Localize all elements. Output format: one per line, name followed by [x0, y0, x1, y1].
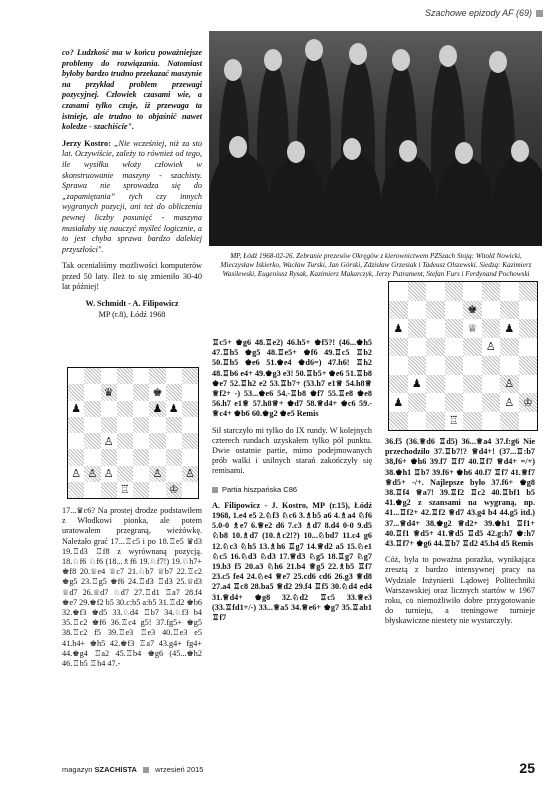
diagram2-square — [426, 412, 445, 431]
diagram2-square — [445, 338, 464, 357]
diagram1-square — [182, 482, 198, 498]
diagram2-square — [408, 338, 427, 357]
diagram1-square — [149, 368, 165, 384]
diagram1-square — [117, 449, 133, 465]
diagram1-square — [133, 433, 149, 449]
diagram1-square: ♖ — [119, 483, 130, 497]
diagram1-square — [68, 449, 84, 465]
rounds-note: Sił starczyło mi tylko do IX rundy. W kolejnych czterech rundach uzyskałem tylko pół punktu. Dwie ostatnie partie, mimo podejmowanych prób walki i usilnych starań zakończyły się remisami. — [212, 425, 372, 476]
diagram2-square — [500, 338, 519, 357]
diagram1-square — [101, 482, 117, 498]
header-square-icon — [536, 10, 543, 17]
diagram2-square — [426, 282, 445, 301]
diagram1-square: ♙ — [103, 434, 114, 448]
kostro-paragraph — [62, 139, 202, 256]
diagram2-square — [482, 319, 501, 338]
diagram1-square — [133, 449, 149, 465]
left-column-game1 — [62, 506, 202, 669]
diagram1-square — [133, 417, 149, 433]
diagram2-square — [389, 412, 408, 431]
diagram2-square — [389, 282, 408, 301]
diagram1-square — [117, 466, 133, 482]
diagram1-square — [166, 368, 182, 384]
diagram1-square — [101, 449, 117, 465]
diagram2-square — [408, 301, 427, 320]
diagram1-square — [117, 384, 133, 400]
right-column — [385, 437, 535, 633]
diagram2-square — [389, 338, 408, 357]
left-column — [62, 48, 202, 320]
diagram1-square: ♛ — [101, 384, 117, 400]
diagram1-square — [133, 482, 149, 498]
diagram1-square — [101, 401, 117, 417]
diagram2-square — [463, 412, 482, 431]
opening-square-icon — [212, 487, 218, 493]
diagram2-square — [482, 393, 501, 412]
intro-quote: co? Ludzkość ma w końcu poważniejsze problemy do rozwiązania. Natomiast byłoby bardzo trudno przekazać maszynie na przykład problem przewagi pozycyjnej. Człowiek czasami wie, a czasami tylko czuje, iż przewaga ta istnieje, ale trudno to objaśnić nawet koledze - szachiście". — [62, 48, 202, 132]
diagram1-square — [166, 417, 182, 433]
diagram1-square — [101, 417, 117, 433]
footer-magazine-label: magazyn — [62, 765, 93, 774]
diagram1-square — [68, 433, 84, 449]
diagram2-square — [389, 301, 408, 320]
diagram2-square — [500, 282, 519, 301]
diagram2-square — [426, 356, 445, 375]
diagram1-square — [84, 401, 100, 417]
diagram2-square — [519, 301, 538, 320]
diagram1-square — [84, 384, 100, 400]
diagram2-square — [463, 338, 482, 357]
diagram2-square: ♟ — [411, 377, 422, 391]
running-header — [425, 8, 543, 18]
diagram1-square — [84, 449, 100, 465]
photo-caption: MP, Łódź 1968-02-26. Zebranie prezesów Okręgów z kierownictwem PZSzach Stoją: Witold Nowicki, Mieczysław Iskierko, Wacław Turski, Jan Górski, Zdzisław Grzesiak i Tadeusz Olszewski. Siedzą: Kazimierz Wasilewski, Eugeniusz Rysak, Kazimierz Makarczyk, Jerzy Putrament, Stefan Furs i Ferdynand Pochowski — [220, 252, 532, 279]
diagram2-square — [463, 393, 482, 412]
diagram1-square — [149, 433, 165, 449]
diagram2-square — [519, 375, 538, 394]
diagram2-square: ♙ — [504, 395, 515, 409]
diagram1-square — [84, 417, 100, 433]
game1-title: W. Schmidt - A. Filipowicz — [85, 299, 179, 309]
page-number: 25 — [519, 760, 535, 776]
diagram1-square: ♚ — [152, 385, 163, 399]
diagram1-square — [166, 384, 182, 400]
diagram2-square — [408, 356, 427, 375]
diagram2-square — [426, 375, 445, 394]
diagram1-square — [133, 401, 149, 417]
diagram2-square — [463, 375, 482, 394]
diagram1-square — [166, 433, 182, 449]
diagram2-square — [463, 356, 482, 375]
diagram2-square — [482, 375, 501, 394]
diagram1-square — [84, 368, 100, 384]
diagram2-square: ♚ — [463, 301, 482, 320]
diagram1-square — [117, 417, 133, 433]
footer-magazine-name: SZACHISTA — [94, 765, 137, 774]
middle-column — [212, 338, 372, 629]
diagram1-square: ♙ — [71, 467, 82, 481]
diagram2-square — [482, 282, 501, 301]
group-photo — [209, 31, 542, 246]
diagram1-square — [117, 401, 133, 417]
diagram2-square — [519, 356, 538, 375]
diagram2-square: ♟ — [504, 321, 515, 335]
diagram2-square — [445, 356, 464, 375]
diagram1-square — [149, 482, 165, 498]
diagram2-square — [445, 393, 464, 412]
footer-square-icon — [143, 767, 149, 773]
diagram2-square — [389, 375, 408, 394]
assessment-paragraph: Tak ocenialiśmy możliwości komputerów przed 50 laty. Ileż to się zmieniło 30-40 lat później! — [62, 261, 202, 292]
diagram1-square: ♟ — [71, 402, 82, 416]
diagram1-square: ♔ — [166, 482, 182, 498]
diagram2-square — [482, 412, 501, 431]
diagram2-square — [482, 301, 501, 320]
diagram1-square: ♙ — [149, 466, 165, 482]
game1-continuation: ♖c5+ ♚g6 48.♖e2) 46.h5+ ♚f5?! (46...♚h5 47.♖b5 ♚g5 48.♖e5+ ♚f6 49.♖c5 ♖b2 50.♖b5 ♚e6 51.♚e4 ♚d6=) 47.h6! ♖h2 48.♖b6 e4+ 49.♚g3 e3! 50.♖b5+ ♚e6 51.♖b8 ♚e7 52.♖h2 e2 53.♖b7+ (53.h7 e1♕ 54.h8♕ ♕f2+ -) 53...♚e6 54.-♖b8 ♚f7 55.♖e8 ♚e8 56.h7 e1♕ 57.h8♕+ ♚d7 58.♕d4+ ♚c6 59.-♕c4+ ♚b6 60.♚g2 ♚e5 Remis — [212, 338, 372, 419]
game1-event: MP (r.8), Łódź 1968 — [98, 309, 166, 319]
diagram2-square: ♖ — [448, 414, 459, 428]
game2-moves: (r.15), Łódź 1968, 1.e4 e5 2.♘f3 ♘c6 3.♗b5 a6 4.♗a4 ♘f6 5.0-0 ♗e7 6.♕e2 d6 7.c3 ♗d7 8.d4 0-0 9.d5 ♘b8 10.♗d7 (10.♗c2!?) 10...♘bd7 11.c4 g6 12.♘c3 ♘h5 13.♗h6 ♖g7 14.♕d2 a5 15.♘e1 ♘c5 16.♘d3 ♘d3 17.♕d3 ♘g5 18.♖g7 ♘g7 19.b3 f5 20.a3 ♘h6 21.b4 ♕g5 22.♗b5 ♖f7 23.c5 fe4 24.♘e4 ♕e7 25.cd6 cd6 26.g3 ♕d8 27.a4 ♖c8 28.ba5 ♕d2 29.f4 ♖f5 30.♘d4 ed4 31.♕d4+ ♚g8 32.♘d2 ♖c5 33.♕e3 (33.♖fd1+/-) 33...♕a5 34.♕e6+ ♚g7 35.♖ab1 ♖f7 — [212, 500, 372, 623]
footer-issue: wrzesień 2015 — [155, 765, 204, 774]
diagram1-square: ♙ — [182, 466, 198, 482]
diagram1-square — [182, 368, 198, 384]
diagram2-square — [408, 282, 427, 301]
diagram1-square: ♟ — [168, 402, 179, 416]
diagram2-square — [482, 356, 501, 375]
diagram1-square — [68, 368, 84, 384]
footer — [62, 765, 203, 774]
diagram2-square: ♟ — [393, 395, 404, 409]
diagram1-square: ♟ — [149, 401, 165, 417]
kostro-name: Jerzy Kostro: — [62, 138, 111, 148]
kostro-quote: „Nie wcześniej, niż za sto lat. Oczywiście, zależy to również od tego, ile wysiłku włoży człowiek w skonstruowanie maszyny - szachisty. Sprawa nie sprowadza się do „zapamiętania” tych czy innych wygranych pozycji, ani też do obliczenia pewnej liczby posunięć - maszyna musiałaby się nauczyć myśleć logicznie, a to jest chyba sprawa bardzo dalekiej przyszłości". — [62, 138, 202, 254]
diagram2-square: ♙ — [485, 340, 496, 354]
diagram1-square: ♙ — [103, 467, 114, 481]
diagram1-square — [166, 466, 182, 482]
diagram2-square — [500, 412, 519, 431]
diagram2-square — [500, 356, 519, 375]
diagram1-square — [182, 417, 198, 433]
diagram2-square — [519, 282, 538, 301]
diagram1-square — [101, 368, 117, 384]
diagram1-square — [182, 401, 198, 417]
diagram2-square: ♕ — [467, 321, 478, 335]
diagram1-square — [133, 368, 149, 384]
diagram1-square — [133, 466, 149, 482]
diagram1-square — [68, 417, 84, 433]
diagram2-square — [408, 412, 427, 431]
chess-diagram-1 — [67, 367, 199, 499]
chess-diagram-2 — [388, 281, 538, 431]
diagram1-square — [117, 368, 133, 384]
running-title: Szachowe epizody AF (69) — [424, 8, 532, 18]
diagram1-square — [182, 449, 198, 465]
game2-analysis: 36.f5 (36.♕d6 ♖d5) 36...♕a4 37.f:g6 Nie przechodziło 37.♖b7!? ♕d4+! (37...♖:b7 38,f6+ ♚h6 39.f7 ♖f7 40.♖f7 ♕d4+ =/+) 38.♚h1 ♖b7 39.f6+ ♚h6 40.f7 ♖f7 41.♕f7 ♕d5+ -/+. Najlepsze było 37.f6+ ♚g8 38.♖f4 ♕a7! 39.♖f2 ♖c2 40.♖bf1 b5 41.♚g2 z szansami na wygraną, np. 41...♖f2+ 42.♖f2 ♕d7 43.g4 b4 44.g5 itd.) 37...♕d4+ 38.♚g2 ♕d2+ 39.♚h1 ♖f1+ 40.♖f1 ♕d5+ 41.♕d5 ♖d5 42.g:h7 ♚:h7 43.♖f7+ ♚g6 44.♖b7 ♖d2 45.h4 d5 Remis — [385, 437, 535, 549]
game2-title: A. Filipowicz - J. Kostro, MP — [212, 500, 326, 510]
game1-text: 17...♛c6? Na prostej drodze podstawiłem z Włodkowi pionka, ale potem uratowałem przegraną, wieżówkę. Należało grać 17...♖c5 i po 18.♖e5 ♛d3 19.♖d3 ♖f8 z wyrównaną pozycją. 18.♘f6 ♘f6 (18...♗f6 19.♘f7!) 19.♘h7+ ♚f8 20.♕e4 ♕c7 21.♘b7 ♕b7 22.♖c2 ♚g5 23.♖g5 ♚f6 24.♖d3 ♖d3 25.♕d3 ♕d7 26.♕d7 ♘d7 27.♖d1 ♖a7 28.f4 ♚e7 29.♚f2 b5 30.c:b5 a:b5 31.♖d2 ♚b6 32.♚f3 ♚d5 33.♘d4 ♖b7 34.♘f3 b4 35.♖c2 ♚f6 36.♖c4 g5! 37.fg5+ ♚g5 38.♖c2 f5 39.♖e3 ♖e3 40.♖e3 e5 41.h4+ ♚h5 42.♚f3 ♖a7 43.g4+ fg4+ 44.♚g4 ♖a2 45.♖b4 ♚g6 (45...♚h2 46.♖b5 ♖h4 47.- — [62, 506, 202, 669]
diagram2-square — [519, 412, 538, 431]
diagram2-square — [445, 319, 464, 338]
diagram2-square — [519, 338, 538, 357]
diagram1-square — [182, 384, 198, 400]
diagram2-square — [408, 319, 427, 338]
diagram1-square — [149, 449, 165, 465]
closing-paragraph: Cóż, była to poważna porażka, wynikająca zresztą z bardzo intensywnej pracy na Wydziale Inżynierii Lądowej Politechniki Warszawskiej oraz licznych startów w 1967 roku, co niemożliwiło dobre przygotowanie do turnieju, a treningowe turnieje błyskawiczne niestety nie wystarczyły. — [385, 555, 535, 626]
diagram1-square — [133, 384, 149, 400]
diagram1-square — [68, 482, 84, 498]
diagram2-square — [463, 282, 482, 301]
diagram1-square — [182, 433, 198, 449]
diagram1-square: ♙ — [84, 466, 100, 482]
game2-paragraph — [212, 501, 372, 623]
diagram2-square — [426, 338, 445, 357]
diagram2-square — [519, 319, 538, 338]
diagram2-square — [445, 282, 464, 301]
diagram2-square — [408, 393, 427, 412]
diagram2-square — [426, 319, 445, 338]
diagram2-square: ♔ — [519, 393, 538, 412]
diagram2-square — [445, 375, 464, 394]
diagram2-square — [500, 301, 519, 320]
diagram2-square — [389, 356, 408, 375]
diagram1-square — [166, 449, 182, 465]
diagram2-square — [426, 393, 445, 412]
diagram1-square — [117, 433, 133, 449]
diagram1-square — [149, 417, 165, 433]
diagram2-square: ♙ — [500, 375, 519, 394]
diagram1-square — [68, 384, 84, 400]
diagram2-square — [445, 301, 464, 320]
diagram2-square: ♟ — [393, 321, 404, 335]
opening-label: Partia hiszpańska C86 — [212, 485, 372, 495]
diagram2-square — [426, 301, 445, 320]
diagram1-square — [84, 482, 100, 498]
diagram1-square — [84, 433, 100, 449]
